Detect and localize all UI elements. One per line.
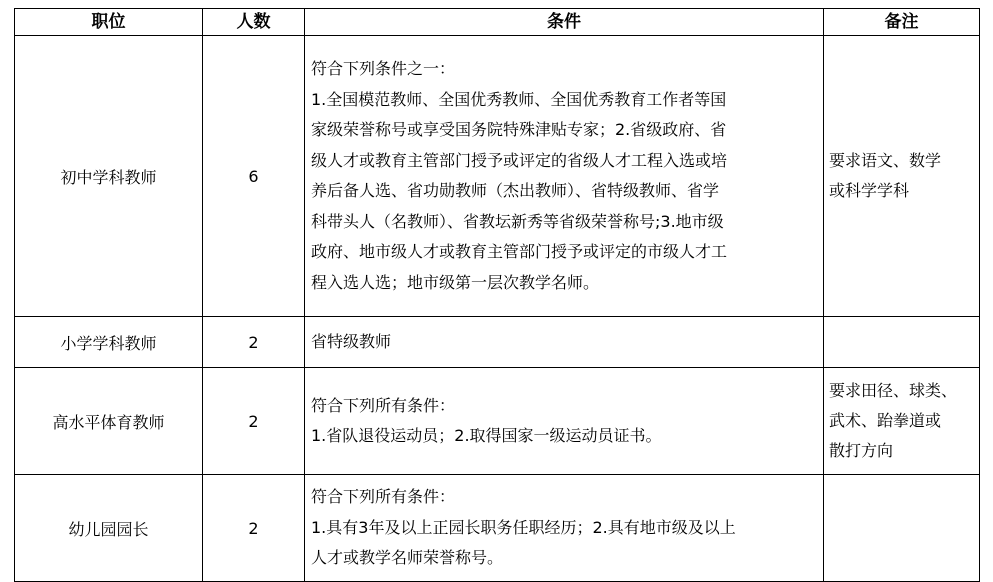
note-line: 要求田径、球类、 [829, 381, 958, 400]
condition-line: 1.全国模范教师、全国优秀教师、全国优秀教育工作者等国 [311, 89, 727, 109]
count-cell: 2 [203, 368, 305, 475]
position-cell: 幼儿园园长 [15, 475, 203, 582]
conditions-cell [305, 317, 824, 368]
note-line: 或科学学科 [829, 181, 910, 200]
notes-cell [824, 368, 980, 475]
note-line: 要求语文、数学 [829, 151, 942, 170]
condition-line: 级人才或教育主管部门授予或评定的省级人才工程入选或培 [311, 150, 728, 170]
table-row [15, 368, 980, 475]
note-line: 散打方向 [829, 441, 894, 460]
note-line: 武术、跆拳道或 [829, 411, 942, 430]
recruitment-table-container [14, 8, 979, 582]
recruitment-table [14, 8, 980, 582]
condition-line: 家级荣誉称号或享受国务院特殊津贴专家；2.省级政府、省 [311, 120, 727, 139]
header-count: 人数 [203, 9, 305, 36]
condition-line: 1.具有3年及以上正园长职务任职经历；2.具有地市级及以上 [311, 517, 736, 537]
notes-cell [824, 317, 980, 368]
condition-line: 政府、地市级人才或教育主管部门授予或评定的市级人才工 [311, 242, 728, 261]
header-notes: 备注 [824, 9, 980, 36]
count-cell: 2 [203, 475, 305, 582]
condition-line: 1.省队退役运动员；2.取得国家一级运动员证书。 [311, 426, 662, 445]
position-cell: 初中学科教师 [15, 36, 203, 317]
notes-cell [824, 36, 980, 317]
table-row [15, 317, 980, 368]
condition-line: 养后备人选、省功勋教师（杰出教师）、省特级教师、省学 [311, 181, 720, 200]
condition-line: 符合下列所有条件： [311, 487, 456, 507]
header-conditions: 条件 [305, 9, 824, 36]
condition-line: 符合下列条件之一： [311, 59, 456, 78]
condition-line: 符合下列所有条件： [311, 395, 456, 415]
count-cell: 6 [203, 36, 305, 317]
condition-line: 省特级教师 [311, 331, 392, 351]
condition-line: 程入选人选；地市级第一层次教学名师。 [311, 272, 600, 292]
conditions-cell [305, 36, 824, 317]
condition-line: 人才或教学名师荣誉称号。 [311, 548, 504, 568]
notes-cell [824, 475, 980, 582]
conditions-cell [305, 368, 824, 475]
position-cell: 高水平体育教师 [15, 368, 203, 475]
table-header-row [15, 9, 980, 36]
conditions-cell [305, 475, 824, 582]
table-row [15, 475, 980, 582]
table-row [15, 36, 980, 317]
count-cell: 2 [203, 317, 305, 368]
condition-line: 科带头人（名教师）、省教坛新秀等省级荣誉称号;3.地市级 [311, 211, 724, 231]
position-cell: 小学学科教师 [15, 317, 203, 368]
header-position: 职位 [15, 9, 203, 36]
